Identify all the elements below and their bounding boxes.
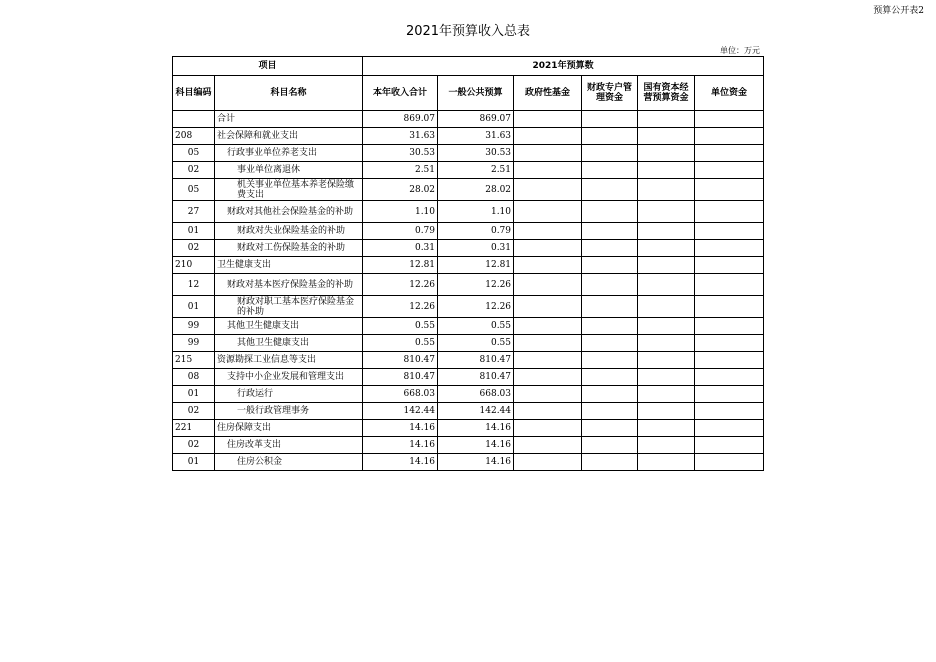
cell-general-public: 2.51 — [438, 162, 514, 179]
cell-unit-fund — [695, 179, 764, 201]
table-row — [173, 145, 764, 162]
cell-gov-fund — [514, 274, 582, 296]
cell-gov-fund — [514, 145, 582, 162]
cell-unit-fund — [695, 240, 764, 257]
cell-subject-code: 01 — [173, 223, 215, 240]
cell-general-public: 0.31 — [438, 240, 514, 257]
cell-unit-fund — [695, 128, 764, 145]
header-total-income: 本年收入合计 — [363, 76, 438, 111]
header-project: 项目 — [173, 57, 363, 76]
cell-subject-code: 210 — [173, 257, 215, 274]
cell-subject-name: 一般行政管理事务 — [215, 403, 363, 420]
cell-unit-fund — [695, 437, 764, 454]
cell-general-public: 0.55 — [438, 335, 514, 352]
cell-subject-code: 02 — [173, 240, 215, 257]
cell-total-income: 0.55 — [363, 318, 438, 335]
cell-state-capital — [638, 257, 695, 274]
table-row — [173, 403, 764, 420]
cell-general-public: 810.47 — [438, 369, 514, 386]
cell-total-income: 2.51 — [363, 162, 438, 179]
cell-gov-fund — [514, 318, 582, 335]
cell-gov-fund — [514, 403, 582, 420]
cell-subject-code: 05 — [173, 179, 215, 201]
cell-state-capital — [638, 386, 695, 403]
cell-gov-fund — [514, 386, 582, 403]
cell-unit-fund — [695, 145, 764, 162]
cell-unit-fund — [695, 352, 764, 369]
cell-total-income: 810.47 — [363, 369, 438, 386]
table-row — [173, 223, 764, 240]
cell-general-public: 14.16 — [438, 437, 514, 454]
cell-special-fund — [582, 454, 638, 471]
cell-special-fund — [582, 335, 638, 352]
header-subject-name: 科目名称 — [215, 76, 363, 111]
table-row — [173, 296, 764, 318]
cell-state-capital — [638, 128, 695, 145]
table-row — [173, 335, 764, 352]
header-general-public: 一般公共预算 — [438, 76, 514, 111]
cell-total-income: 668.03 — [363, 386, 438, 403]
cell-general-public: 30.53 — [438, 145, 514, 162]
cell-special-fund — [582, 257, 638, 274]
cell-gov-fund — [514, 296, 582, 318]
cell-unit-fund — [695, 318, 764, 335]
cell-unit-fund — [695, 403, 764, 420]
cell-special-fund — [582, 201, 638, 223]
cell-subject-code: 99 — [173, 318, 215, 335]
cell-general-public: 28.02 — [438, 179, 514, 201]
cell-total-income: 30.53 — [363, 145, 438, 162]
table-row — [173, 352, 764, 369]
cell-total-income: 12.26 — [363, 296, 438, 318]
cell-state-capital — [638, 179, 695, 201]
header-budget-2021: 2021年预算数 — [363, 57, 764, 76]
cell-general-public: 668.03 — [438, 386, 514, 403]
cell-unit-fund — [695, 162, 764, 179]
form-number-label: 预算公开表2 — [873, 6, 924, 16]
cell-total-income: 810.47 — [363, 352, 438, 369]
cell-subject-name: 资源勘探工业信息等支出 — [215, 352, 363, 369]
cell-subject-name: 卫生健康支出 — [215, 257, 363, 274]
cell-subject-name: 其他卫生健康支出 — [215, 335, 363, 352]
cell-subject-code: 02 — [173, 162, 215, 179]
cell-special-fund — [582, 274, 638, 296]
cell-unit-fund — [695, 111, 764, 128]
header-subject-code: 科目编码 — [173, 76, 215, 111]
cell-general-public: 12.26 — [438, 274, 514, 296]
cell-gov-fund — [514, 437, 582, 454]
cell-special-fund — [582, 111, 638, 128]
table-row — [173, 437, 764, 454]
cell-subject-code: 01 — [173, 386, 215, 403]
cell-general-public: 869.07 — [438, 111, 514, 128]
cell-special-fund — [582, 145, 638, 162]
cell-subject-code: 08 — [173, 369, 215, 386]
cell-subject-name: 住房保障支出 — [215, 420, 363, 437]
cell-total-income: 869.07 — [363, 111, 438, 128]
cell-state-capital — [638, 335, 695, 352]
cell-unit-fund — [695, 369, 764, 386]
cell-state-capital — [638, 296, 695, 318]
cell-subject-code: 01 — [173, 296, 215, 318]
cell-total-income: 14.16 — [363, 420, 438, 437]
cell-general-public: 810.47 — [438, 352, 514, 369]
cell-subject-name: 合计 — [215, 111, 363, 128]
header-state-capital: 国有资本经营预算资金 — [638, 76, 695, 111]
cell-total-income: 142.44 — [363, 403, 438, 420]
cell-subject-name: 机关事业单位基本养老保险缴费支出 — [215, 179, 363, 201]
table-row — [173, 162, 764, 179]
cell-general-public: 0.55 — [438, 318, 514, 335]
table-row — [173, 128, 764, 145]
cell-subject-name: 行政运行 — [215, 386, 363, 403]
cell-special-fund — [582, 296, 638, 318]
cell-subject-code: 208 — [173, 128, 215, 145]
cell-gov-fund — [514, 223, 582, 240]
cell-special-fund — [582, 179, 638, 201]
cell-special-fund — [582, 162, 638, 179]
cell-total-income: 28.02 — [363, 179, 438, 201]
cell-total-income: 14.16 — [363, 437, 438, 454]
cell-unit-fund — [695, 201, 764, 223]
cell-total-income: 12.26 — [363, 274, 438, 296]
cell-state-capital — [638, 145, 695, 162]
cell-general-public: 31.63 — [438, 128, 514, 145]
cell-general-public: 1.10 — [438, 201, 514, 223]
cell-state-capital — [638, 352, 695, 369]
cell-total-income: 1.10 — [363, 201, 438, 223]
cell-subject-code: 05 — [173, 145, 215, 162]
cell-subject-code: 02 — [173, 437, 215, 454]
cell-total-income: 12.81 — [363, 257, 438, 274]
cell-unit-fund — [695, 454, 764, 471]
cell-gov-fund — [514, 162, 582, 179]
cell-state-capital — [638, 318, 695, 335]
cell-gov-fund — [514, 257, 582, 274]
cell-gov-fund — [514, 369, 582, 386]
cell-total-income: 31.63 — [363, 128, 438, 145]
cell-subject-name: 住房公积金 — [215, 454, 363, 471]
header-special-fund: 财政专户管理资金 — [582, 76, 638, 111]
cell-unit-fund — [695, 420, 764, 437]
cell-gov-fund — [514, 179, 582, 201]
cell-state-capital — [638, 223, 695, 240]
header-gov-fund: 政府性基金 — [514, 76, 582, 111]
cell-special-fund — [582, 352, 638, 369]
cell-gov-fund — [514, 352, 582, 369]
table-row — [173, 201, 764, 223]
cell-subject-name: 住房改革支出 — [215, 437, 363, 454]
cell-total-income: 0.79 — [363, 223, 438, 240]
cell-state-capital — [638, 420, 695, 437]
table-row — [173, 111, 764, 128]
cell-special-fund — [582, 403, 638, 420]
cell-general-public: 12.81 — [438, 257, 514, 274]
cell-subject-code: 99 — [173, 335, 215, 352]
cell-gov-fund — [514, 128, 582, 145]
cell-subject-name: 财政对其他社会保险基金的补助 — [215, 201, 363, 223]
cell-state-capital — [638, 240, 695, 257]
cell-subject-code: 02 — [173, 403, 215, 420]
cell-subject-name: 其他卫生健康支出 — [215, 318, 363, 335]
cell-state-capital — [638, 201, 695, 223]
table-row — [173, 386, 764, 403]
table-row — [173, 420, 764, 437]
cell-general-public: 12.26 — [438, 296, 514, 318]
cell-subject-name: 财政对职工基本医疗保险基金的补助 — [215, 296, 363, 318]
cell-state-capital — [638, 437, 695, 454]
cell-subject-name: 事业单位离退休 — [215, 162, 363, 179]
table-row — [173, 318, 764, 335]
cell-unit-fund — [695, 335, 764, 352]
cell-state-capital — [638, 162, 695, 179]
cell-special-fund — [582, 223, 638, 240]
page-title: 2021年预算收入总表 — [405, 24, 531, 39]
cell-general-public: 14.16 — [438, 454, 514, 471]
table-row — [173, 369, 764, 386]
cell-state-capital — [638, 403, 695, 420]
cell-gov-fund — [514, 240, 582, 257]
cell-total-income: 0.31 — [363, 240, 438, 257]
table-row — [173, 179, 764, 201]
cell-subject-name: 支持中小企业发展和管理支出 — [215, 369, 363, 386]
cell-general-public: 14.16 — [438, 420, 514, 437]
cell-state-capital — [638, 111, 695, 128]
cell-special-fund — [582, 128, 638, 145]
unit-label: 单位：万元 — [720, 46, 760, 55]
cell-general-public: 0.79 — [438, 223, 514, 240]
cell-subject-code — [173, 111, 215, 128]
cell-subject-name: 行政事业单位养老支出 — [215, 145, 363, 162]
table-row — [173, 454, 764, 471]
cell-subject-code: 221 — [173, 420, 215, 437]
cell-gov-fund — [514, 335, 582, 352]
cell-unit-fund — [695, 386, 764, 403]
cell-unit-fund — [695, 296, 764, 318]
cell-total-income: 14.16 — [363, 454, 438, 471]
cell-total-income: 0.55 — [363, 335, 438, 352]
cell-gov-fund — [514, 111, 582, 128]
cell-state-capital — [638, 369, 695, 386]
cell-special-fund — [582, 240, 638, 257]
cell-gov-fund — [514, 201, 582, 223]
cell-subject-code: 12 — [173, 274, 215, 296]
cell-unit-fund — [695, 223, 764, 240]
cell-unit-fund — [695, 257, 764, 274]
cell-subject-name: 财政对基本医疗保险基金的补助 — [215, 274, 363, 296]
cell-subject-name: 财政对工伤保险基金的补助 — [215, 240, 363, 257]
cell-special-fund — [582, 437, 638, 454]
table-row — [173, 274, 764, 296]
cell-unit-fund — [695, 274, 764, 296]
table-row — [173, 257, 764, 274]
cell-special-fund — [582, 318, 638, 335]
cell-gov-fund — [514, 420, 582, 437]
cell-general-public: 142.44 — [438, 403, 514, 420]
cell-subject-code: 01 — [173, 454, 215, 471]
cell-special-fund — [582, 420, 638, 437]
cell-subject-code: 27 — [173, 201, 215, 223]
budget-income-table — [172, 56, 764, 471]
cell-subject-name: 财政对失业保险基金的补助 — [215, 223, 363, 240]
cell-subject-code: 215 — [173, 352, 215, 369]
cell-subject-name: 社会保障和就业支出 — [215, 128, 363, 145]
cell-state-capital — [638, 274, 695, 296]
cell-special-fund — [582, 369, 638, 386]
cell-special-fund — [582, 386, 638, 403]
table-row — [173, 240, 764, 257]
header-unit-fund: 单位资金 — [695, 76, 764, 111]
cell-state-capital — [638, 454, 695, 471]
table-body — [173, 111, 764, 471]
cell-gov-fund — [514, 454, 582, 471]
